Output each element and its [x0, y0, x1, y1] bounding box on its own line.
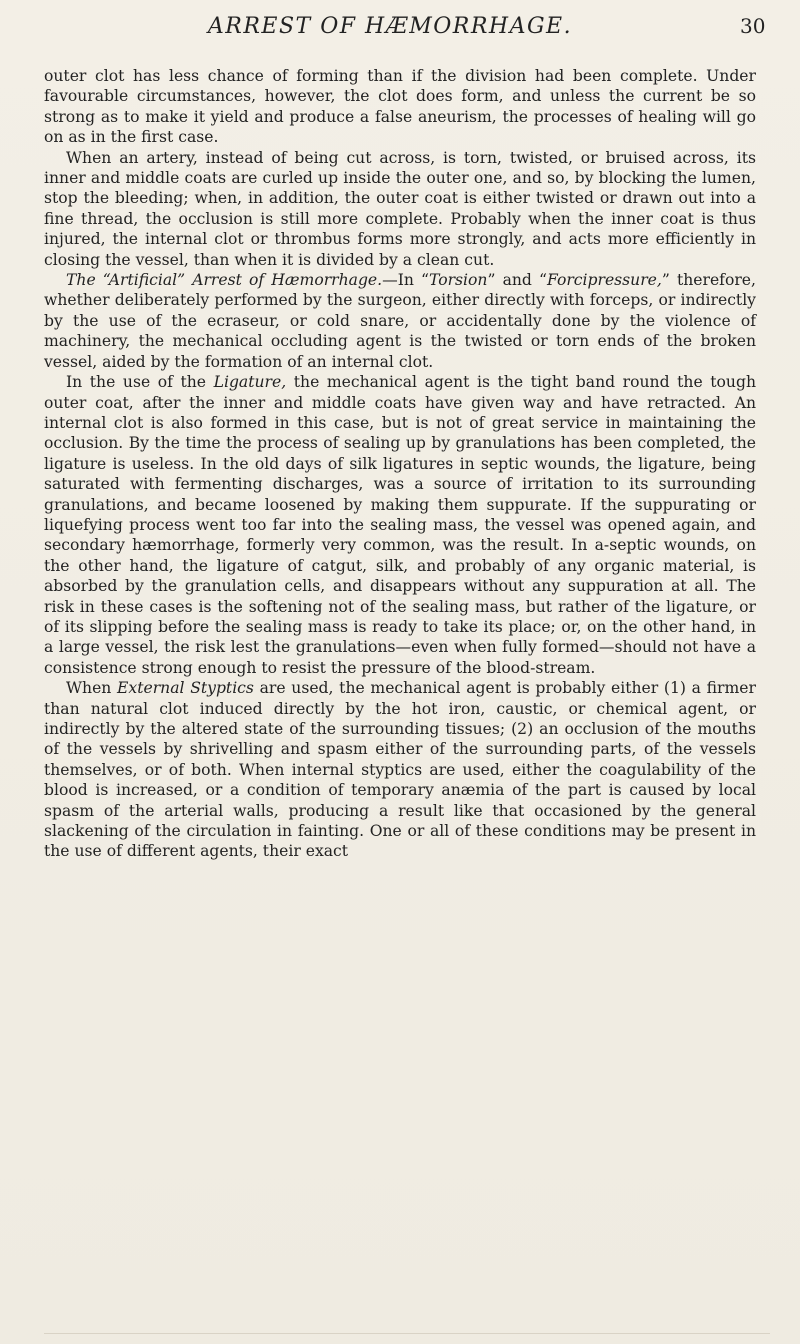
page-number: 30	[740, 14, 766, 38]
page-header	[0, 8, 800, 48]
text-run: outer clot has less chance of forming than if the division had been complete. Under favourable circumstances, however, the clot does form, and unless the current be so strong as to make it yield and produce a false aneurism, the processes of healing will go on as in the first case.	[44, 67, 756, 147]
body-text	[44, 66, 756, 862]
paragraph-p1	[44, 66, 756, 148]
italic-text-run: Ligature,	[213, 373, 287, 392]
text-run: the mechanical agent is the tight band round the tough outer coat, after the inner and middle coats have given way and have retracted. An internal clot is also formed in this case, but is not of great service in maintaining the occlusion. By the time the process of sealing up by granulations has been completed, the ligature is useless. In the old days of silk ligatures in septic wounds, the ligature, being saturated with fermenting discharges, was a source of irritation to its surrounding granulations, and became loosened by making them suppurate. If the suppurating or liquefying process went too far into the sealing mass, the vessel was opened again, and secondary hæmorrhage, formerly very common, was the result. In a-septic wounds, on the other hand, the ligature of catgut, silk, and probably of any organic material, is absorbed by the granulation cells, and disappears without any suppuration at all. The risk in these cases is the softening not of the sealing mass, but rather of the ligature, or of its slipping before the sealing mass is ready to take its place; or, on the other hand, in a large vessel, the risk lest the granulations—even when fully formed—should not have a consistence strong enough to resist the pressure of the blood-stream.	[44, 373, 757, 677]
text-run: are used, the mechanical agent is probably either (1) a firmer than natural clot induced directly by the hot iron, caustic, or chemical agent, or indirectly by the altered state of the surrounding tissues; (2) an occlusion of the mouths of the vessels by shrivelling and spasm either of the surrounding parts, of the vessels themselves, or of both. When internal styptics are used, either the coagulability of the blood is increased, or a condition of temporary anæmia of the part is caused by local spasm of the arterial walls, producing a result like that occasioned by the general slackening of the circulation in fainting. One or all of these conditions may be present in the use of different agents, their exact	[44, 679, 756, 861]
italic-text-run: Torsion	[429, 271, 488, 290]
page-bottom-edge	[44, 1333, 770, 1334]
paragraph-p4	[44, 372, 756, 678]
paragraph-p2	[44, 148, 756, 270]
text-run: ” and “	[487, 271, 547, 290]
running-head-title: ARREST OF HÆMORRHAGE.	[207, 14, 573, 39]
text-run: When	[66, 679, 118, 698]
paragraph-p5	[44, 678, 756, 862]
text-run: In the use of the	[66, 373, 214, 392]
text-run: ” therefore, whether deliberately performed by the surgeon, either directly with forceps, or indirectly by the use of the ecraseur, or cold snare, or accidentally done by the violence of machinery, the mechanical occluding agent is the twisted or torn ends of the broken vessel, aided by the formation of an internal clot.	[44, 271, 756, 371]
italic-text-run: The “Artificial” Arrest of Hæmorrhage.	[66, 271, 383, 290]
paragraph-p3	[44, 270, 756, 372]
italic-text-run: Forcipressure,	[546, 271, 662, 290]
text-run: When an artery, instead of being cut across, is torn, twisted, or bruised across, its inner and middle coats are curled up inside the outer one, and so, by blocking the lumen, stop the bleeding; when, in addition, the outer coat is either twisted or drawn out into a fine thread, the occlusion is still more complete. Probably when the inner coat is thus injured, the internal clot or thrombus forms more strongly, and acts more efficiently in closing the vessel, than when it is divided by a clean cut.	[44, 148, 756, 269]
italic-text-run: External Styptics	[117, 679, 254, 698]
text-run: —In “	[382, 271, 430, 290]
